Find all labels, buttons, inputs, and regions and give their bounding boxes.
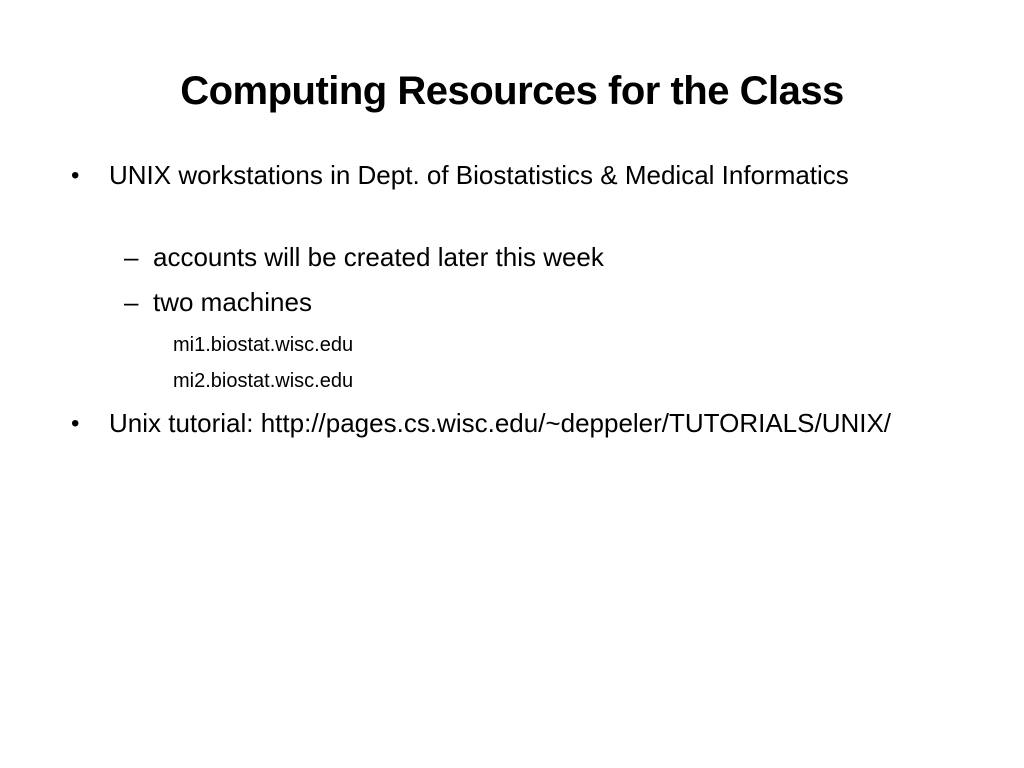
- machine-hostname-1: mi1.biostat.wisc.edu: [173, 334, 354, 356]
- sub-bullet-item-accounts: [124, 239, 913, 276]
- sub-bullet-item-two-machines: [124, 284, 913, 321]
- bullet-item-unix-workstations: [71, 157, 909, 194]
- bullet-item-unix-tutorial: [71, 405, 909, 442]
- dash-marker: –: [124, 287, 139, 317]
- sub-bullet-text: two machines: [153, 287, 312, 317]
- dash-marker: –: [124, 242, 139, 272]
- bullet-text: Unix tutorial: http://pages.cs.wisc.edu/~deppeler/TUTORIALS/UNIX/: [109, 408, 892, 438]
- bullet-marker: •: [71, 162, 80, 189]
- sub-bullet-text: accounts will be created later this week: [153, 242, 604, 272]
- bullet-marker: •: [71, 410, 80, 437]
- machine-hostname-2: mi2.biostat.wisc.edu: [173, 370, 354, 392]
- bullet-text: UNIX workstations in Dept. of Biostatistics & Medical Informatics: [109, 160, 849, 190]
- slide-title: Computing Resources for the Class: [180, 69, 844, 113]
